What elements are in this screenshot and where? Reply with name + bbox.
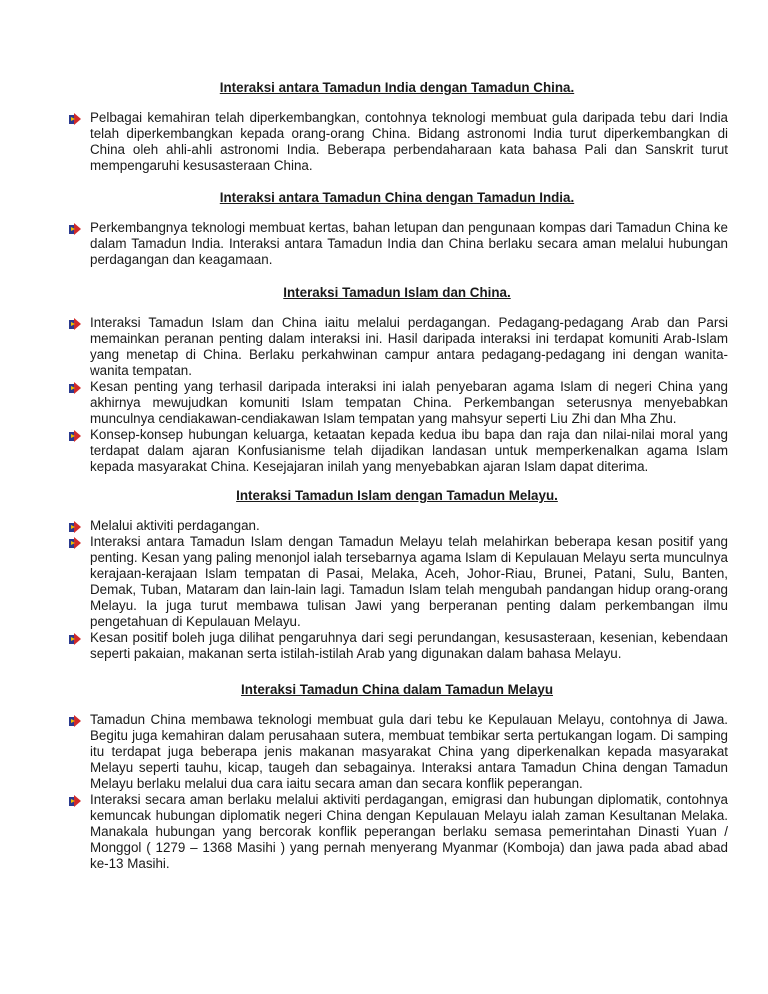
- bullet-arrow-icon: [68, 429, 82, 443]
- bullet-text: Perkembangnya teknologi membuat kertas, bahan letupan dan pengunaan kompas dari Tamadun China ke dalam Tamadun India. Interaksi antara Tamadun India dan China berlaku secara aman melalui hubungan perdagangan dan keagamaan.: [90, 220, 728, 267]
- bullet-text: Interaksi secara aman berlaku melalui aktiviti perdagangan, emigrasi dan hubungan diplomatik, contohnya kemuncak hubungan diplomatik negeri China dengan Kepulauan Melayu ialah zaman Kesultanan Melaka. Manakala hubungan yang bercorak konflik peperangan berlaku semasa pemerintahan Dinasti Yuan / Monggol ( 1279 – 1368 Masihi ) yang pernah menyerang Myanmar (Komboja) dan jawa pada abad abad ke-13 Masihi.: [90, 792, 728, 871]
- bullet-arrow-icon: [68, 112, 82, 126]
- section-body-islam-melayu: [66, 518, 728, 662]
- bullet-arrow-icon: [68, 794, 82, 808]
- list-item: [66, 630, 728, 662]
- bullet-arrow-icon: [68, 714, 82, 728]
- bullet-text: Interaksi antara Tamadun Islam dengan Tamadun Melayu telah melahirkan beberapa kesan positif yang penting. Kesan yang paling menonjol ialah tersebarnya agama Islam di Kepulauan Melayu serta munculnya kerajaan-kerajaan Islam tempatan di Pasai, Melaka, Aceh, Johor-Riau, Brunei, Patani, Sulu, Banten, Demak, Tuban, Mataram dan lain-lain lagi. Tamadun Islam telah mengubah pandangan hidup orang-orang Melayu. Ia juga turut membawa tulisan Jawi yang berperanan penting dalam perkembangan ilmu pengetahuan di Kepulauan Melayu.: [90, 534, 728, 629]
- bullet-text: Kesan penting yang terhasil daripada interaksi ini ialah penyebaran agama Islam di negeri China yang akhirnya mewujudkan komuniti Islam tempatan China. Perkembangan seterusnya menyebabkan munculnya cendiakawan-cendiakawan Islam tempatan yang mahsyur seperti Liu Zhi dan Mha Zhu.: [90, 379, 728, 426]
- section-body-india-china: [66, 110, 728, 174]
- bullet-arrow-icon: [68, 520, 82, 534]
- bullet-text: Kesan positif boleh juga dilihat pengaruhnya dari segi perundangan, kesusasteraan, kesenian, kebendaan seperti pakaian, makanan serta istilah-istilah Arab yang digunakan dalam bahasa Melayu.: [90, 630, 728, 661]
- section-body-islam-china: [66, 315, 728, 475]
- bullet-text: Interaksi Tamadun Islam dan China iaitu melalui perdagangan. Pedagang-pedagang Arab dan Parsi memainkan peranan penting dalam interaksi ini. Hasil daripada interaksi ini terdapat komuniti Arab-Islam yang menetap di China. Berlaku perkahwinan campur antara pedagang-pedagang ini dengan wanita-wanita tempatan.: [90, 315, 728, 378]
- list-item: [66, 379, 728, 427]
- bullet-text: Konsep-konsep hubungan keluarga, ketaatan kepada kedua ibu bapa dan raja dan nilai-nilai moral yang terdapat dalam ajaran Konfusianisme telah dijadikan landasan untuk memperkenalkan agama Islam kepada masyarakat China. Kesejajaran inilah yang menyebabkan ajaran Islam dapat diterima.: [90, 427, 728, 474]
- section-heading-china-india: Interaksi antara Tamadun China dengan Tamadun India.: [219, 190, 575, 205]
- bullet-text: Melalui aktiviti perdagangan.: [90, 518, 260, 533]
- bullet-text: Pelbagai kemahiran telah diperkembangkan, contohnya teknologi membuat gula daripada tebu dari India telah diperkembangkan kepada orang-orang China. Bidang astronomi India turut diperkembangkan di China oleh ahli-ahli astronomi India. Beberapa perbendaharaan kata bahasa Pali dan Sanskrit turut mempengaruhi kesusasteraan China.: [90, 110, 728, 173]
- bullet-arrow-icon: [68, 536, 82, 550]
- bullet-arrow-icon: [68, 317, 82, 331]
- list-item: [66, 110, 728, 174]
- list-item: [66, 518, 728, 534]
- section-heading-india-china: Interaksi antara Tamadun India dengan Tamadun China.: [219, 80, 575, 95]
- bullet-arrow-icon: [68, 381, 82, 395]
- bullet-text: Tamadun China membawa teknologi membuat gula dari tebu ke Kepulauan Melayu, contohnya di Jawa. Begitu juga kemahiran dalam perusahaan sutera, membuat tembikar serta pertukangan logam. Di samping itu terdapat juga beberapa jenis makanan masyarakat China yang diperkenalkan kepada masyarakat Melayu seperti tauhu, kicap, taugeh dan sebagainya. Interaksi antara Tamadun China dengan Tamadun Melayu berlaku melalui dua cara iaitu secara aman dan secara konflik peperangan.: [90, 712, 728, 791]
- section-heading-islam-melayu: Interaksi Tamadun Islam dengan Tamadun Melayu.: [236, 488, 558, 503]
- section-heading-china-melayu: Interaksi Tamadun China dalam Tamadun Melayu: [240, 682, 554, 697]
- list-item: [66, 315, 728, 379]
- list-item: [66, 792, 728, 872]
- list-item: [66, 534, 728, 630]
- section-body-china-india: [66, 220, 728, 268]
- list-item: [66, 427, 728, 475]
- section-body-china-melayu: [66, 712, 728, 872]
- bullet-arrow-icon: [68, 632, 82, 646]
- list-item: [66, 712, 728, 792]
- list-item: [66, 220, 728, 268]
- section-heading-islam-china: Interaksi Tamadun Islam dan China.: [283, 285, 511, 300]
- bullet-arrow-icon: [68, 222, 82, 236]
